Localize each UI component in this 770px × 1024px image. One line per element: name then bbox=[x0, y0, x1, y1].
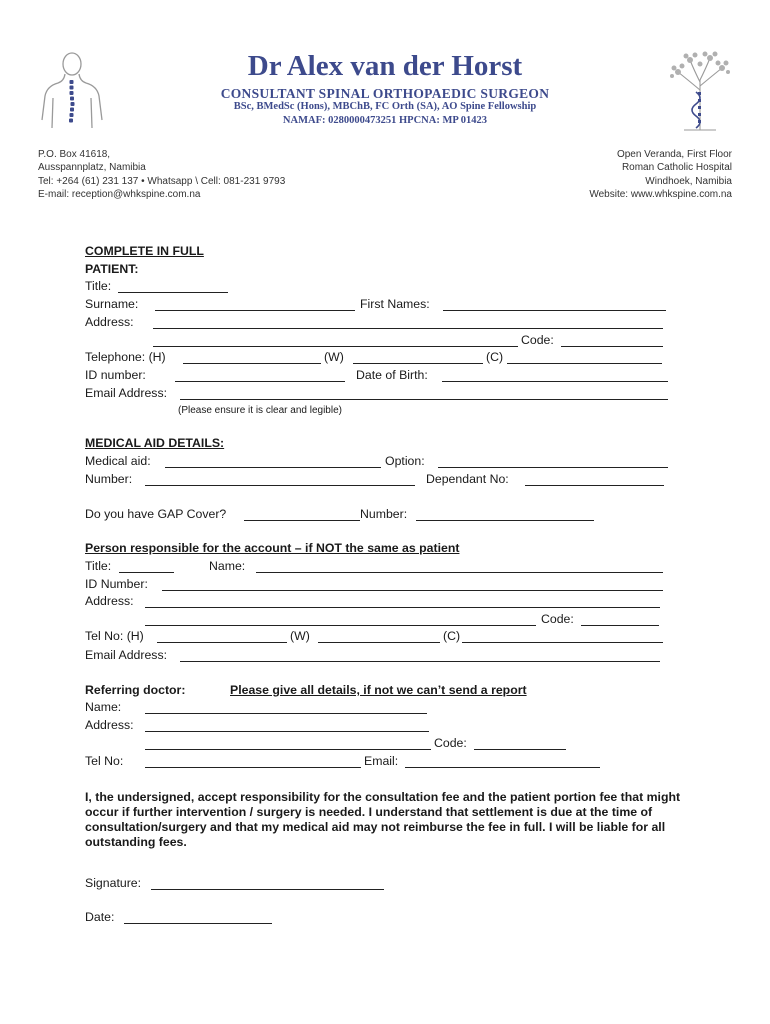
gap-number-label: Number: bbox=[360, 507, 408, 521]
address-field-line1[interactable] bbox=[153, 328, 663, 329]
gap-cover-label: Do you have GAP Cover? bbox=[85, 507, 227, 521]
location-line3: Windhoek, Namibia bbox=[645, 175, 732, 187]
resp-address-field-line1[interactable] bbox=[145, 607, 660, 608]
dependant-label: Dependant No: bbox=[426, 472, 509, 486]
website-info: Website: www.whkspine.com.na bbox=[589, 189, 732, 201]
ref-tel-field[interactable] bbox=[145, 767, 361, 768]
resp-email-field[interactable] bbox=[180, 661, 660, 662]
resp-tel-h-label: Tel No: (H) bbox=[85, 629, 144, 643]
resp-code-field[interactable] bbox=[581, 625, 659, 626]
ref-name-field[interactable] bbox=[145, 713, 427, 714]
ref-address-field-line2[interactable] bbox=[145, 749, 431, 750]
email-label: Email Address: bbox=[85, 386, 168, 400]
resp-tel-w-label: (W) bbox=[290, 629, 310, 643]
date-label: Date: bbox=[85, 910, 115, 924]
ref-code-label: Code: bbox=[434, 736, 467, 750]
resp-tel-c-field[interactable] bbox=[462, 642, 663, 643]
code-label: Code: bbox=[521, 333, 554, 347]
email-info: E-mail: reception@whkspine.com.na bbox=[38, 189, 201, 201]
option-field[interactable] bbox=[438, 467, 668, 468]
ref-tel-label: Tel No: bbox=[85, 754, 124, 768]
ref-address-label: Address: bbox=[85, 718, 134, 732]
surname-field[interactable] bbox=[155, 310, 355, 311]
location-line2: Roman Catholic Hospital bbox=[621, 162, 732, 174]
ref-email-field[interactable] bbox=[405, 767, 600, 768]
email-field[interactable] bbox=[180, 399, 668, 400]
resp-name-label: Name: bbox=[209, 559, 246, 573]
id-number-field[interactable] bbox=[175, 381, 345, 382]
legible-note: (Please ensure it is clear and legible) bbox=[178, 405, 342, 416]
ref-email-label: Email: bbox=[364, 754, 399, 768]
dob-label: Date of Birth: bbox=[356, 368, 428, 382]
ref-name-label: Name: bbox=[85, 700, 122, 714]
surname-label: Surname: bbox=[85, 297, 139, 311]
first-names-field[interactable] bbox=[443, 310, 666, 311]
responsible-heading: Person responsible for the account – if NOT the same as patient bbox=[85, 541, 460, 555]
contact-left bbox=[38, 148, 285, 202]
telephone-c-field[interactable] bbox=[507, 363, 662, 364]
telephone-c-label: (C) bbox=[486, 350, 504, 364]
qualifications: BSc, BMedSc (Hons), MBChB, FC Orth (SA), AO Spine Fellowship bbox=[233, 101, 537, 112]
resp-title-field[interactable] bbox=[119, 572, 174, 573]
complete-heading: COMPLETE IN FULL bbox=[85, 244, 204, 258]
postal-city: Ausspannplatz, Namibia bbox=[38, 162, 146, 174]
telephone-w-label: (W) bbox=[324, 350, 344, 364]
telephone-h-field[interactable] bbox=[183, 363, 321, 364]
address-label: Address: bbox=[85, 315, 134, 329]
resp-id-field[interactable] bbox=[162, 590, 663, 591]
location-line1: Open Veranda, First Floor bbox=[616, 149, 732, 160]
doctor-name: Dr Alex van der Horst bbox=[247, 50, 523, 82]
declaration-text: I, the undersigned, accept responsibility for the consultation fee and the patient portion fee that might occur if further intervention / surgery is needed. I understand that settlement is due at the time of consultation/surgery and that my medical aid may not reimburse the fee in full. I will be liable for all outstanding fees. bbox=[85, 790, 681, 849]
registration-numbers: NAMAF: 0280000473251 HPCNA: MP 01423 bbox=[282, 115, 488, 126]
title-field[interactable] bbox=[118, 292, 228, 293]
resp-code-label: Code: bbox=[541, 612, 574, 626]
id-number-label: ID number: bbox=[85, 368, 146, 382]
resp-title-label: Title: bbox=[85, 559, 112, 573]
signature-label: Signature: bbox=[85, 876, 142, 890]
resp-tel-c-label: (C) bbox=[443, 629, 461, 643]
referring-doctor-label: Referring doctor: bbox=[85, 683, 186, 697]
signature-field[interactable] bbox=[151, 889, 384, 890]
telephone-w-field[interactable] bbox=[353, 363, 483, 364]
postal-address: P.O. Box 41618, bbox=[38, 149, 111, 160]
patient-heading: PATIENT: bbox=[85, 262, 139, 276]
title-label: Title: bbox=[85, 279, 112, 293]
telephone-h-label: Telephone: (H) bbox=[85, 350, 166, 364]
date-field[interactable] bbox=[124, 923, 272, 924]
address-field-line2[interactable] bbox=[153, 346, 518, 347]
resp-name-field[interactable] bbox=[256, 572, 663, 573]
ref-address-field-line1[interactable] bbox=[145, 731, 429, 732]
medical-aid-heading: MEDICAL AID DETAILS: bbox=[85, 436, 225, 450]
resp-email-label: Email Address: bbox=[85, 648, 168, 662]
resp-address-field-line2[interactable] bbox=[145, 625, 536, 626]
dependant-field[interactable] bbox=[525, 485, 664, 486]
code-field[interactable] bbox=[561, 346, 663, 347]
dob-field[interactable] bbox=[442, 381, 668, 382]
medical-aid-field[interactable] bbox=[165, 467, 381, 468]
resp-address-label: Address: bbox=[85, 594, 134, 608]
first-names-label: First Names: bbox=[360, 297, 430, 311]
resp-id-label: ID Number: bbox=[85, 577, 148, 591]
ref-code-field[interactable] bbox=[474, 749, 566, 750]
number-label: Number: bbox=[85, 472, 133, 486]
telephone-info: Tel: +264 (61) 231 137 • Whatsapp \ Cell: 081-231 9793 bbox=[38, 175, 286, 187]
option-label: Option: bbox=[385, 454, 425, 468]
medical-number-field[interactable] bbox=[145, 485, 415, 486]
gap-number-field[interactable] bbox=[416, 520, 594, 521]
specialty-title: CONSULTANT SPINAL ORTHOPAEDIC SURGEON bbox=[220, 86, 550, 101]
resp-tel-w-field[interactable] bbox=[318, 642, 440, 643]
gap-cover-field[interactable] bbox=[244, 520, 360, 521]
referring-note: Please give all details, if not we can’t send a report bbox=[230, 683, 527, 697]
medical-aid-label: Medical aid: bbox=[85, 454, 151, 468]
resp-tel-h-field[interactable] bbox=[157, 642, 287, 643]
contact-right bbox=[589, 148, 732, 202]
